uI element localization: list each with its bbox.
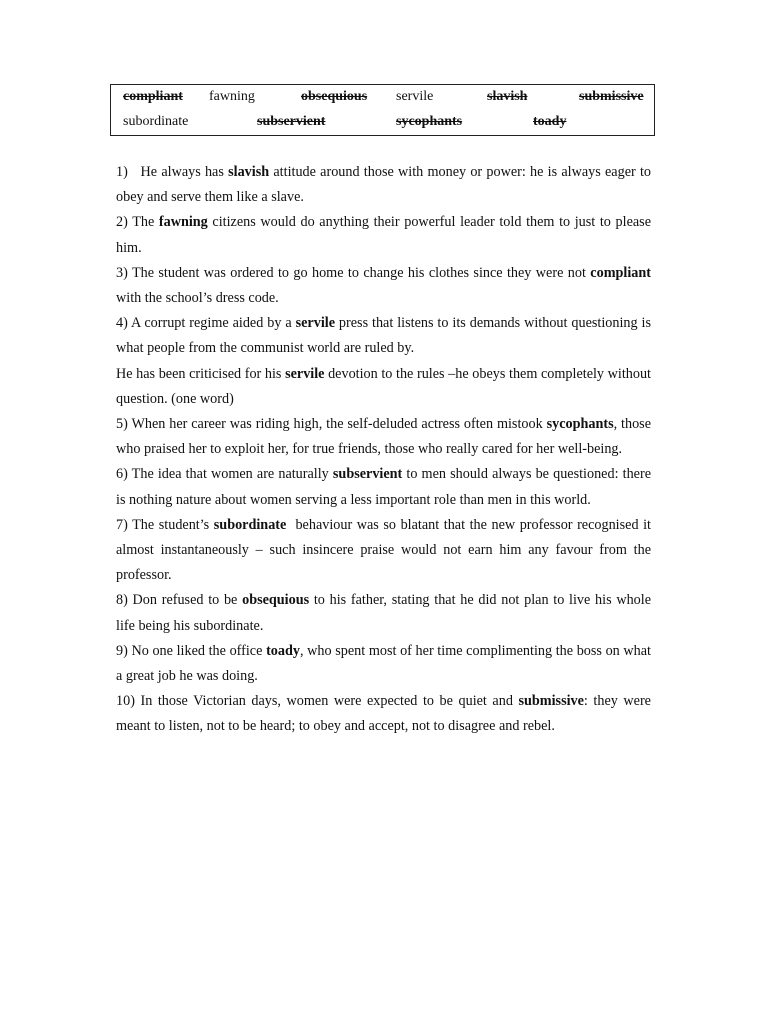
sentence-paragraph bbox=[116, 412, 651, 462]
sentence-paragraph bbox=[116, 210, 651, 260]
sentence-text-after: to men should always be questioned: there is nothing nature about women serving a less important role than men in this world. bbox=[116, 466, 651, 508]
word-bank-item: toady bbox=[533, 114, 567, 129]
sentence-term: slavish bbox=[228, 164, 270, 180]
sentence-paragraph bbox=[116, 160, 651, 210]
sentence-text-before: 7) The student’s bbox=[116, 516, 214, 533]
sentence-term: subservient bbox=[332, 466, 403, 483]
sentence-term: toady bbox=[266, 642, 300, 659]
sentence-paragraph bbox=[116, 513, 651, 589]
sentence-text-after: , those who praised her to exploit her, for true friends, those who really cared for her well-being. bbox=[116, 416, 651, 458]
word-bank-item: subservient bbox=[257, 114, 326, 129]
sentence-text-before: 6) The idea that women are naturally bbox=[116, 466, 333, 483]
sentence-text-before: He has been criticised for his bbox=[116, 365, 286, 382]
sentence-text-before: 5) When her career was riding high, the self-deluded actress often mistook bbox=[116, 416, 547, 433]
sentence-term: compliant bbox=[590, 264, 651, 281]
sentence-text-after: press that listens to its demands without questioning is what people from the communist world are ruled by. bbox=[116, 315, 651, 357]
sentence-term: servile bbox=[285, 365, 325, 382]
exercise-sentences bbox=[116, 160, 651, 740]
sentence-text-before: 1) He always has bbox=[116, 164, 229, 180]
sentence-text-before: 9) No one liked the office bbox=[116, 642, 267, 659]
sentence-term: subordinate bbox=[213, 516, 287, 533]
sentence-term: obsequious bbox=[242, 592, 310, 609]
word-bank-item: servile bbox=[396, 89, 434, 104]
sentence-text-before: 3) The student was ordered to go home to change his clothes since they were not bbox=[116, 264, 591, 281]
sentence-paragraph bbox=[116, 588, 651, 638]
sentence-text-after: , who spent most of her time complimenting the boss on what a great job he was doing. bbox=[116, 642, 651, 685]
sentence-term: sycophants bbox=[546, 416, 614, 433]
sentence-text-after: attitude around those with money or power: he is always eager to obey and serve them like a slave. bbox=[116, 164, 651, 206]
sentence-text-after: citizens would do anything their powerful leader told them to just to please him. bbox=[116, 214, 651, 256]
sentence-term: submissive bbox=[518, 693, 584, 710]
word-bank-item: slavish bbox=[487, 89, 528, 104]
word-bank-item: compliant bbox=[123, 89, 183, 104]
word-bank-item: obsequious bbox=[301, 89, 368, 104]
sentence-text-after: behaviour was so blatant that the new professor recognised it almost instantaneously – such insincere praise would not earn him any favour from the professor. bbox=[116, 516, 651, 584]
sentence-paragraph bbox=[116, 689, 651, 739]
word-bank-item: sycophants bbox=[396, 114, 463, 129]
word-bank-item: fawning bbox=[209, 89, 255, 104]
sentence-term: servile bbox=[295, 315, 335, 332]
sentence-paragraph bbox=[116, 261, 651, 311]
sentence-text-after: to his father, stating that he did not plan to live his whole life being his subordinate. bbox=[116, 592, 651, 634]
sentence-text-before: 2) The bbox=[116, 214, 159, 231]
sentence-paragraph bbox=[116, 311, 651, 361]
word-bank-box bbox=[110, 84, 655, 136]
sentence-paragraph bbox=[116, 362, 651, 412]
sentence-text-before: 8) Don refused to be bbox=[116, 592, 243, 609]
sentence-text-after: : they were meant to listen, not to be heard; to obey and accept, not to disagree and rebel. bbox=[116, 693, 651, 735]
sentence-text-before: 4) A corrupt regime aided by a bbox=[116, 315, 296, 332]
sentence-text-after: devotion to the rules –he obeys them completely without question. (one word) bbox=[116, 365, 651, 407]
sentence-paragraph bbox=[116, 462, 651, 512]
sentence-term: fawning bbox=[158, 214, 208, 231]
word-bank-item: subordinate bbox=[123, 114, 189, 129]
word-bank-item: submissive bbox=[579, 89, 644, 104]
sentence-text-before: 10) In those Victorian days, women were expected to be quiet and bbox=[116, 693, 519, 710]
sentence-text-after: with the school’s dress code. bbox=[116, 290, 279, 307]
sentence-paragraph bbox=[116, 639, 651, 689]
